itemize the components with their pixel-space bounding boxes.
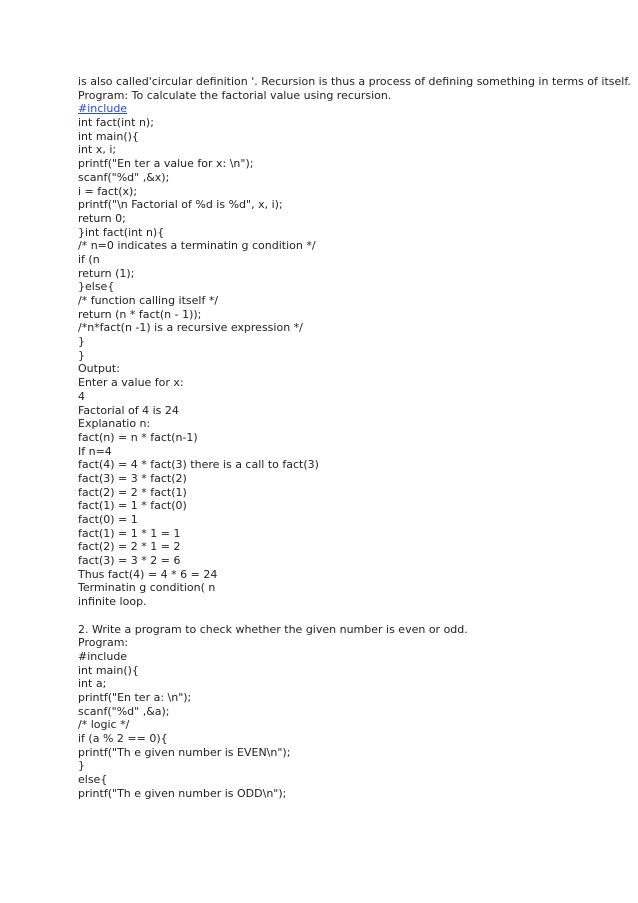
text-line: fact(4) = 4 * fact(3) there is a call to fact(3) xyxy=(78,458,319,472)
code-line: /*n*fact(n -1) is a recursive expression */ xyxy=(78,321,303,335)
code-line: int main(){ xyxy=(78,663,139,677)
code-line: } xyxy=(78,759,85,773)
code-line: printf("\n Factorial of %d is %d", x, i); xyxy=(78,198,283,212)
code-line: printf("Th e given number is ODD\n"); xyxy=(78,786,287,800)
code-line: int fact(int n); xyxy=(78,116,154,130)
text-line: fact(2) = 2 * fact(1) xyxy=(78,485,187,499)
text-line: fact(2) = 2 * 1 = 2 xyxy=(78,540,181,554)
text-line: infinite loop. xyxy=(78,595,147,609)
code-line: /* function calling itself */ xyxy=(78,294,219,307)
text-line: fact(0) = 1 xyxy=(78,513,138,526)
text-line: Enter a value for x: xyxy=(78,376,184,390)
text-line: Explanatio n: xyxy=(78,417,151,431)
code-line: } xyxy=(78,348,85,362)
code-line: printf("Th e given number is EVEN\n"); xyxy=(78,745,291,759)
code-line: int main(){ xyxy=(78,129,139,143)
text-line: is also called'circular definition '. Recursion is thus a process of defining something in terms of itself. xyxy=(78,75,631,88)
text-line: fact(n) = n * fact(n-1) xyxy=(78,430,198,444)
code-line: int a; xyxy=(78,677,107,691)
text-line: fact(1) = 1 * fact(0) xyxy=(78,499,187,513)
code-line: i = fact(x); xyxy=(78,184,138,198)
code-line: }else{ xyxy=(78,280,115,294)
code-line: if (a % 2 == 0){ xyxy=(78,732,168,745)
text-line: Terminatin g condition( n xyxy=(78,581,216,595)
code-line: #include xyxy=(78,649,128,663)
code-line: scanf("%d" ,&x); xyxy=(78,170,170,184)
text-line: Output: xyxy=(78,362,120,376)
document-body xyxy=(78,75,631,800)
code-line: return (1); xyxy=(78,266,135,280)
code-line: else{ xyxy=(78,773,108,787)
text-line: Factorial of 4 is 24 xyxy=(78,403,179,417)
text-line: Program: xyxy=(78,636,129,650)
code-line: printf("En ter a: \n"); xyxy=(78,690,192,704)
text-line: If n=4 xyxy=(78,444,112,458)
text-line: fact(3) = 3 * fact(2) xyxy=(78,471,187,485)
code-line: printf("En ter a value for x: \n"); xyxy=(78,157,254,171)
code-line: scanf("%d" ,&a); xyxy=(78,704,170,718)
text-line: 4 xyxy=(78,389,85,403)
text-line: fact(3) = 3 * 2 = 6 xyxy=(78,554,181,568)
blank-line xyxy=(78,609,598,623)
code-line: }int fact(int n){ xyxy=(78,225,165,239)
code-line: if (n xyxy=(78,252,100,266)
code-line: /* logic */ xyxy=(78,718,130,732)
code-line: /* n=0 indicates a terminatin g condition */ xyxy=(78,239,316,253)
text-line: Program: To calculate the factorial value using recursion. xyxy=(78,88,392,102)
code-line: return 0; xyxy=(78,211,126,225)
code-line: int x, i; xyxy=(78,143,117,157)
code-line: return (n * fact(n - 1)); xyxy=(78,307,202,321)
text-line: fact(1) = 1 * 1 = 1 xyxy=(78,526,181,540)
include-link[interactable]: #include xyxy=(78,102,128,116)
code-line: } xyxy=(78,335,85,349)
text-line: Thus fact(4) = 4 * 6 = 24 xyxy=(78,567,218,581)
text-line: 2. Write a program to check whether the given number is even or odd. xyxy=(78,622,468,636)
